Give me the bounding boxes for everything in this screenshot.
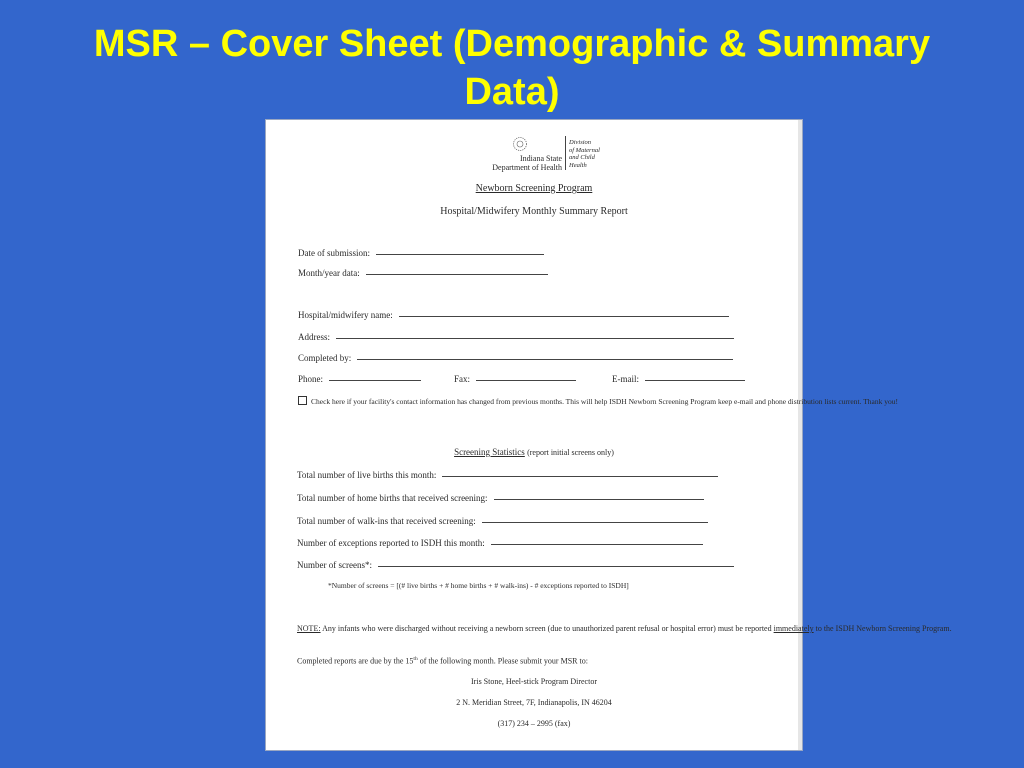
home-births-label: Total number of home births that received screening: <box>297 493 488 503</box>
email-field <box>612 374 745 384</box>
due-text-2: of the following month. Please submit your MSR to: <box>417 656 588 666</box>
completed-by-field <box>298 353 733 363</box>
fax-line <box>476 379 576 381</box>
program-title: Newborn Screening Program <box>475 183 593 194</box>
due-sup: th <box>413 656 418 662</box>
phone-label: Phone: <box>298 374 324 384</box>
live-births-line <box>442 475 718 477</box>
hospital-name-line <box>399 315 729 317</box>
completed-by-line <box>357 358 733 360</box>
note-text-2: to the ISDH Newborn Screening Program. <box>813 624 952 633</box>
division-logo-text <box>569 139 600 169</box>
logo-left-line-1: Indiana State <box>520 154 562 163</box>
completed-by-label: Completed by: <box>298 353 352 363</box>
live-births-label: Total number of live births this month: <box>297 470 437 480</box>
address-line <box>336 337 734 339</box>
walk-ins-field <box>297 516 708 526</box>
indiana-seal-icon <box>512 136 528 152</box>
note-paragraph <box>297 623 952 634</box>
date-submission-line <box>376 253 544 255</box>
month-year-field <box>298 268 548 278</box>
contact-fax: (317) 234 – 2995 (fax) <box>497 719 571 728</box>
logo-right-line-3: and Child <box>569 154 595 161</box>
note-label: NOTE: <box>297 624 321 633</box>
slide-title <box>0 20 1024 116</box>
phone-line <box>329 379 421 381</box>
email-line <box>645 379 745 381</box>
exceptions-line <box>491 543 703 545</box>
due-text-1: Completed reports are due by the 15 <box>297 656 414 666</box>
fax-label: Fax: <box>454 374 471 384</box>
screening-statistics-heading <box>266 447 802 457</box>
email-label: E-mail: <box>612 374 639 384</box>
home-births-field <box>297 493 704 503</box>
due-date-text <box>297 656 588 666</box>
hospital-name-label: Hospital/midwifery name: <box>298 310 393 320</box>
fax-field <box>454 374 576 384</box>
note-text-1: Any infants who were discharged without receiving a newborn screen (due to unauthorized parent refusal or hospital error) must be reported <box>320 624 774 633</box>
contact-changed-checkbox-row <box>298 396 898 407</box>
stats-subtitle: (report initial screens only) <box>527 448 614 457</box>
walk-ins-line <box>482 521 708 523</box>
slide-title-line-1: MSR – Cover Sheet (Demographic & Summary <box>93 23 931 65</box>
logo-right-line-4: Health <box>569 161 587 169</box>
slide-title-line-2: Data) <box>464 71 560 113</box>
report-title: Hospital/Midwifery Monthly Summary Report <box>440 206 628 217</box>
phone-field <box>298 374 421 384</box>
walk-ins-label: Total number of walk-ins that received screening: <box>297 516 476 526</box>
address-field <box>298 332 734 342</box>
date-submission-field <box>298 248 544 258</box>
contact-name: Iris Stone, Heel-stick Program Director <box>471 677 597 686</box>
isdh-logo-text <box>477 154 562 172</box>
logo-right-line-2: of Maternal <box>569 146 600 154</box>
stats-title: Screening Statistics <box>454 447 525 457</box>
date-submission-label: Date of submission: <box>298 248 370 258</box>
note-emphasis: immediately <box>773 624 814 633</box>
document-image <box>266 120 952 750</box>
live-births-field <box>297 470 718 480</box>
logo-right-line-1: Division <box>569 139 592 146</box>
contact-address: 2 N. Meridian Street, 7F, Indianapolis, IN 46204 <box>456 698 612 707</box>
screens-line <box>378 565 734 567</box>
month-year-line <box>366 273 548 275</box>
contact-changed-text: Check here if your facility's contact information has changed from previous months. This will help ISDH Newborn Screening Program keep e-mail and phone distribution lists current. Thank you! <box>311 397 898 406</box>
screens-label: Number of screens*: <box>297 560 372 570</box>
exceptions-label: Number of exceptions reported to ISDH this month: <box>297 538 485 548</box>
logo-left-line-2: Department of Health <box>492 163 562 172</box>
logo-divider <box>565 136 566 170</box>
screens-field <box>297 560 734 570</box>
contact-changed-checkbox <box>298 396 307 405</box>
hospital-name-field <box>298 310 729 320</box>
exceptions-field <box>297 538 703 548</box>
home-births-line <box>494 498 704 500</box>
month-year-label: Month/year data: <box>298 268 360 278</box>
address-label: Address: <box>298 332 330 342</box>
screens-formula: *Number of screens = [(# live births + # home births + # walk-ins) - # exceptions reported to ISDH] <box>328 581 629 590</box>
